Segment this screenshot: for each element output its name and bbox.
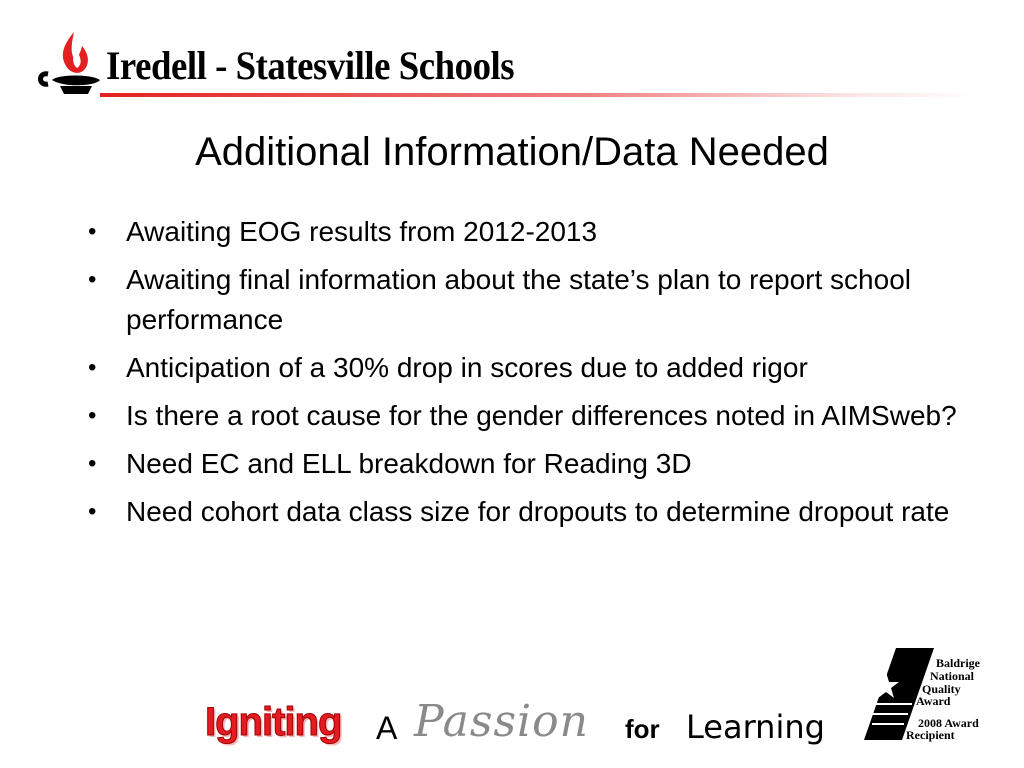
header-rule bbox=[100, 93, 980, 97]
tagline-igniting: Igniting bbox=[205, 700, 342, 744]
bullet-dot: • bbox=[88, 450, 97, 477]
award-text-award: Award bbox=[916, 694, 951, 708]
tagline-learning: Learning bbox=[686, 708, 825, 746]
bullet-dot: • bbox=[88, 218, 97, 245]
bullet-item bbox=[88, 396, 988, 436]
award-text-baldrige: Baldrige bbox=[936, 656, 980, 670]
bullet-text: Need EC and ELL breakdown for Reading 3D bbox=[126, 448, 692, 479]
oil-lamp-flame-icon bbox=[34, 28, 104, 100]
bullet-text: Is there a root cause for the gender differences noted in AIMSweb? bbox=[126, 400, 957, 431]
award-text-year: 2008 Award bbox=[918, 716, 979, 730]
bullet-item bbox=[88, 492, 988, 532]
tagline-for: for bbox=[625, 714, 660, 744]
award-text-national: National bbox=[930, 669, 975, 683]
bullet-item bbox=[88, 348, 988, 388]
bullet-text: Anticipation of a 30% drop in scores due to added rigor bbox=[126, 352, 808, 383]
bullet-dot: • bbox=[88, 354, 97, 381]
bullet-dot: • bbox=[88, 266, 97, 293]
bullet-text: Awaiting final information about the state’s plan to report school performance bbox=[126, 264, 911, 335]
school-name: Iredell - Statesville Schools bbox=[106, 43, 515, 88]
tagline-a: A bbox=[376, 710, 398, 746]
award-text-quality: Quality bbox=[922, 682, 961, 696]
bullet-text: Need cohort data class size for dropouts to determine dropout rate bbox=[126, 496, 950, 527]
bullet-item bbox=[88, 212, 988, 252]
award-text-recipient: Recipient bbox=[906, 728, 955, 742]
bullet-item bbox=[88, 444, 988, 484]
bullet-text: Awaiting EOG results from 2012-2013 bbox=[126, 216, 598, 247]
bullet-dot: • bbox=[88, 498, 97, 525]
slide-title: Additional Information/Data Needed bbox=[195, 130, 829, 174]
bullet-dot: • bbox=[88, 402, 97, 429]
tagline-passion: Passion bbox=[414, 696, 589, 747]
bullet-item bbox=[88, 260, 988, 340]
bullet-list bbox=[88, 212, 988, 540]
